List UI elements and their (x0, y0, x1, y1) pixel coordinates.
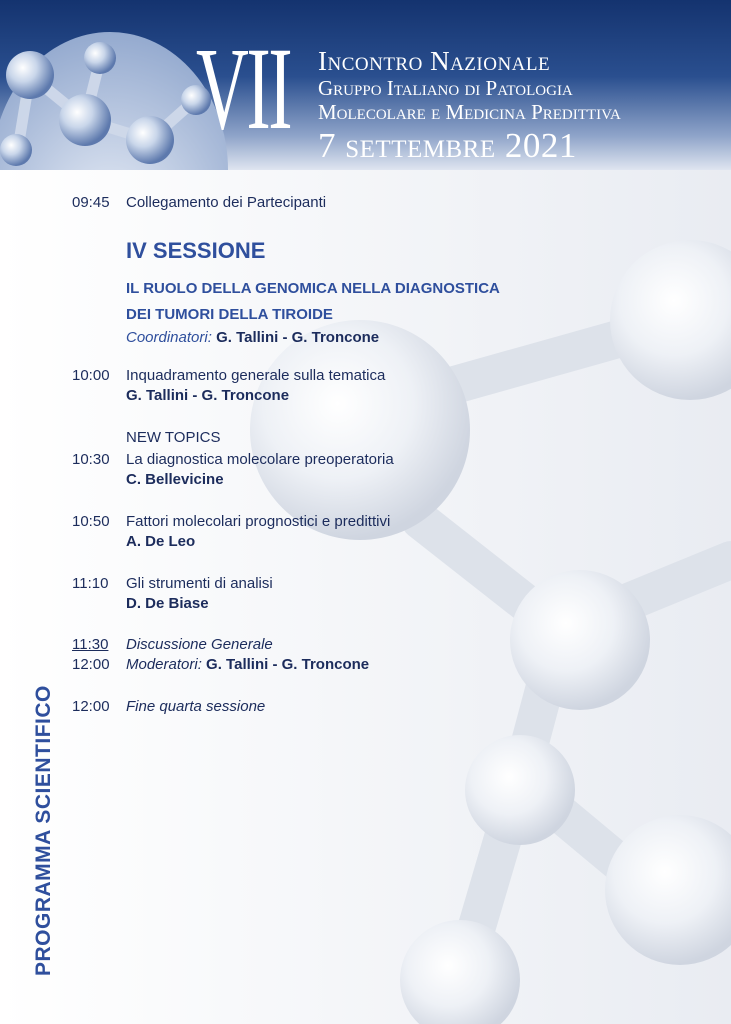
section-side-label: PROGRAMMA SCIENTIFICO (32, 685, 55, 976)
moderators-names: G. Tallini - G. Troncone (206, 656, 370, 673)
closing-label: Fine quarta sessione (126, 698, 266, 715)
event-title (318, 46, 621, 166)
session-subtitle-line2: DEI TUMORI DELLA TIROIDE (126, 306, 333, 323)
new-topics-label: NEW TOPICS (126, 429, 221, 446)
talk-title: La diagnostica molecolare preoperatoria (126, 451, 394, 468)
coordinators-label: Coordinatori: (126, 329, 212, 346)
talk-title: Gli strumenti di analisi (126, 575, 273, 592)
header-banner (0, 0, 731, 170)
event-title-line1: Incontro Nazionale (318, 46, 551, 76)
talk-speaker: A. De Leo (126, 533, 196, 550)
talk-title: Fattori molecolari prognostici e predittivi (126, 513, 391, 530)
talk-time: 10:30 (72, 451, 110, 468)
talk-time: 11:10 (72, 575, 109, 592)
background-molecule-image (0, 170, 731, 1024)
talk-speaker: G. Tallini - G. Troncone (126, 387, 290, 404)
session-coordinators (126, 329, 379, 347)
discussion-moderators (126, 656, 369, 674)
opening-time: 09:45 (72, 194, 110, 211)
event-title-line3: Molecolare e Medicina Predittiva (318, 100, 621, 124)
coordinators-names: G. Tallini - G. Troncone (216, 329, 380, 346)
event-date: 7 settembre 2021 (318, 126, 577, 165)
edition-numeral: VII (196, 23, 291, 154)
talk-speaker: D. De Biase (126, 595, 209, 612)
talk-speaker: C. Bellevicine (126, 471, 224, 488)
event-title-line2: Gruppo Italiano di Patologia (318, 76, 573, 100)
closing-time: 12:00 (72, 698, 110, 715)
talk-title: Inquadramento generale sulla tematica (126, 367, 386, 384)
session-title: IV SESSIONE (126, 238, 266, 263)
talk-time: 10:50 (72, 513, 110, 530)
opening-label: Collegamento dei Partecipanti (126, 194, 327, 211)
talk-time: 10:00 (72, 367, 110, 384)
discussion-end-time: 12:00 (72, 656, 110, 673)
moderators-label: Moderatori: (126, 656, 202, 673)
session-subtitle-line1: IL RUOLO DELLA GENOMICA NELLA DIAGNOSTICA (126, 280, 500, 297)
discussion-start-time: 11:30 (72, 636, 109, 653)
discussion-title: Discussione Generale (126, 636, 273, 653)
